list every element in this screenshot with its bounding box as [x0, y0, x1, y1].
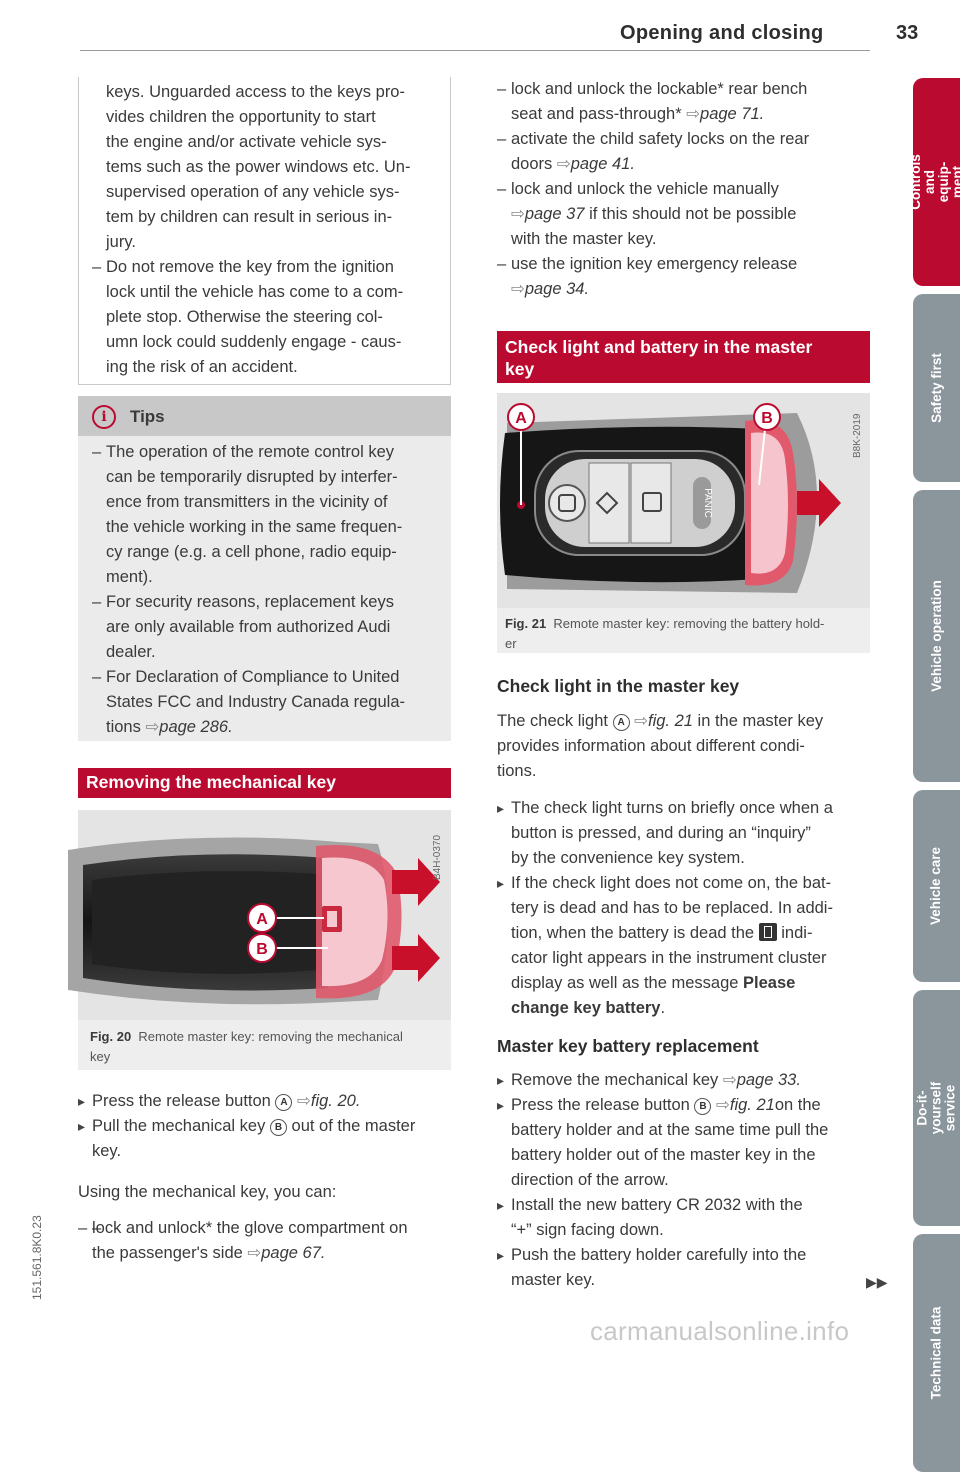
tab-vehicle-care[interactable]: [913, 790, 960, 982]
mech-using-list: – – lock and unlock* the glove compartment on the passenger's side ⇨page 67.: [78, 1216, 458, 1266]
page-link[interactable]: page 67.: [261, 1244, 326, 1262]
callout-b-icon: B: [270, 1119, 287, 1136]
tab-vehicle-operation[interactable]: [913, 490, 960, 782]
page-link[interactable]: page 34.: [524, 280, 590, 298]
right-list: – lock and unlock the lockable* rear bench seat and pass-through* ⇨page 71. – activate the child safety locks on the rear doors ⇨page 41. – lock and unlock the vehicle manually ⇨page 37 if this should not be possible with the master key. – use the ignition key emergency release ⇨page 34.: [497, 80, 810, 298]
info-icon: i: [92, 405, 116, 429]
tab-safety-first[interactable]: [913, 294, 960, 482]
tips-label: Tips: [130, 407, 165, 426]
watermark: carmanualsonline.info: [590, 1316, 850, 1346]
replacement-steps: ▸ Remove the mechanical key ⇨page 33. ▸ Press the release button B ⇨fig. 21on the battery holder and at the same time pull the battery holder out of the master key in the direction of the arrow. ▸ Install the new battery CR 2032 with the “+” sign facing down. ▸ Push the battery holder carefully into the master key.: [497, 1068, 877, 1293]
tab-do-it-yourself-service[interactable]: [913, 990, 960, 1226]
figure-code: B8K-2019: [852, 413, 863, 458]
figure-20-caption: Fig. 20 Remote master key: removing the mechanical key: [90, 1029, 403, 1064]
page-link[interactable]: page 41.: [570, 155, 635, 173]
callout-a-label: A: [256, 911, 268, 928]
figure-link[interactable]: fig. 20.: [310, 1092, 361, 1110]
tab-label: Safety first: [928, 353, 944, 423]
figure-21-illustration: [497, 393, 870, 608]
warning-bullet: – Do not remove the key from the ignition lock until the vehicle has come to a com- plete stop. Otherwise the steering col- umn lock could suddenly engage - caus- ing the risk of an accident.: [78, 255, 451, 380]
callout-a-icon: A: [613, 714, 630, 731]
callout-a-icon: A: [275, 1094, 292, 1111]
mech-using: Using the mechanical key, you can:: [78, 1183, 337, 1201]
heading-battery-replacement: Master key battery replacement: [497, 1036, 759, 1056]
tab-label: Vehicle operation: [928, 580, 944, 692]
heading-check-light: Check light in the master key: [497, 676, 740, 696]
tab-label: Technical data: [928, 1306, 944, 1400]
check-light-bullets: ▸ The check light turns on briefly once when a button is pressed, and during an “inquiry” by the convenience key system. ▸ If the check light does not come on, the bat- tery is dead and has to be replaced. In addi- tion, when the battery is dead the indi- cator light appears in the instrument cluster display as well as the message Please change key battery.: [497, 796, 877, 1021]
figure-20-illustration: [78, 810, 451, 1020]
section-title-check-light-battery: Check light and battery in the master key: [497, 331, 870, 383]
panic-button-label: PANIC: [702, 488, 713, 518]
page-link[interactable]: page 37: [524, 205, 585, 223]
step-2: ▸ Pull the mechanical key B out of the master: [78, 1114, 458, 1139]
callout-b-label: B: [761, 410, 773, 427]
tab-label: Controls and equip- ment: [907, 154, 965, 210]
warning-text: keys. Unguarded access to the keys pro- vides children the opportunity to start the engine and/or activate vehicle sys- tems such as the power windows etc. Un- supervised operation of any vehicle sys- tem by children can result in serious in- jury.: [106, 83, 411, 251]
page-link[interactable]: page 286.: [159, 718, 233, 736]
tab-technical-data[interactable]: [913, 1234, 960, 1472]
continue-arrow-icon: ▶▶: [866, 1274, 888, 1290]
check-light-text: The check light A ⇨fig. 21 in the master key provides information about different condi- tions.: [497, 712, 824, 780]
callout-a-label: A: [515, 410, 527, 427]
tips-text: – The operation of the remote control key can be temporarily disrupted by interfer- ence from transmitters in the vicinity of the vehicle working in the same frequen- cy range (e.g. a cell phone, radio equip- ment). – For security reasons, replacement keys are only available from authorized Audi dealer. – For Declaration of Compliance to United States FCC and Industry Canada regula- tions ⇨page 286.: [78, 440, 451, 740]
page-link[interactable]: page 33.: [736, 1071, 801, 1089]
document-code: 151.561.8K0.23: [30, 1215, 44, 1300]
figure-link[interactable]: fig. 21: [729, 1096, 775, 1114]
tab-label: Do-it-yourself service: [914, 1081, 958, 1135]
mech-steps: ▸ Press the release button A ⇨fig. 20. ▸ Pull the mechanical key B out of the master key.: [78, 1089, 458, 1164]
section-header-title: Opening and closing: [620, 22, 824, 44]
figure-code: B4H-0370: [432, 834, 443, 880]
step-1: ▸ Press the release button A ⇨fig. 20.: [78, 1089, 458, 1114]
figure-21-caption: Fig. 21 Remote master key: removing the battery hold- er: [505, 616, 825, 651]
tab-controls-and-equipment[interactable]: [907, 78, 965, 286]
page-link[interactable]: page 71.: [700, 105, 765, 123]
section-title-removing-mechanical-key: Removing the mechanical key: [78, 768, 451, 798]
header-rule: [80, 50, 870, 51]
key-battery-indicator-icon: [759, 923, 777, 941]
figure-link[interactable]: fig. 21: [648, 712, 693, 730]
page-number: 33: [896, 22, 919, 44]
callout-b-label: B: [256, 941, 268, 958]
tab-label: Vehicle care: [928, 846, 944, 926]
callout-b-icon: B: [694, 1098, 711, 1115]
